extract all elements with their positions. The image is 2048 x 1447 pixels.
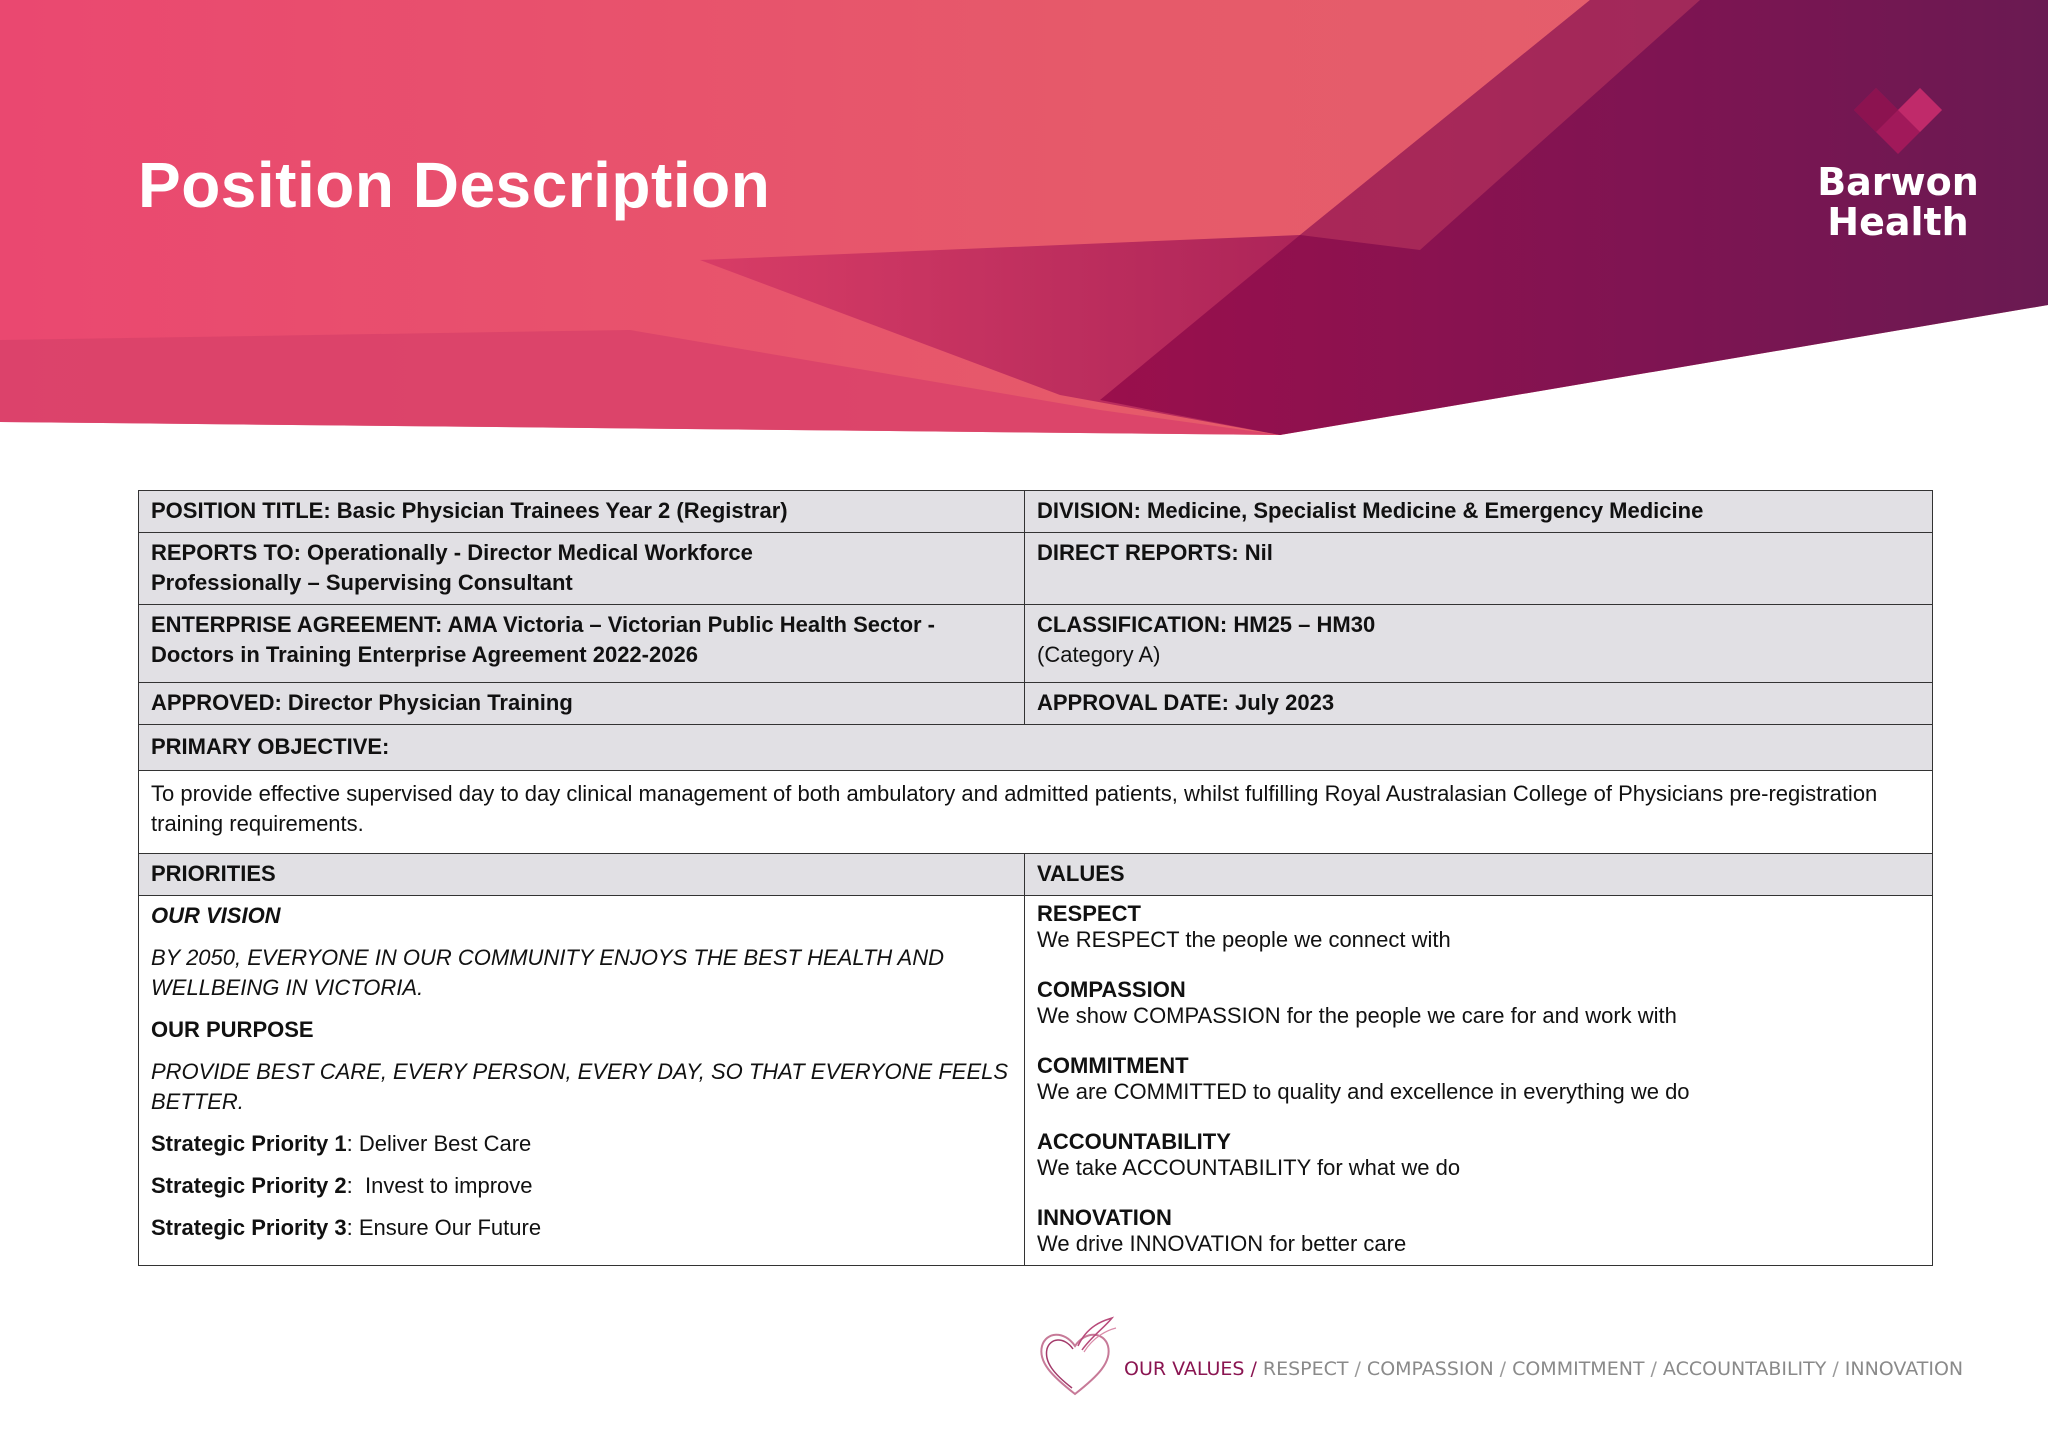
approval-date-cell: APPROVAL DATE: July 2023 bbox=[1025, 683, 1933, 725]
vision-label: OUR VISION bbox=[151, 903, 281, 928]
value-title: COMMITMENT bbox=[1037, 1053, 1189, 1078]
classification-cell bbox=[1025, 605, 1933, 683]
strategic-priority-3-text: : Ensure Our Future bbox=[346, 1215, 542, 1240]
logo-text-health: Health bbox=[1827, 200, 1969, 244]
primary-objective-label: PRIMARY OBJECTIVE: bbox=[139, 725, 1933, 771]
position-title-cell: POSITION TITLE: Basic Physician Trainees Year 2 (Registrar) bbox=[139, 491, 1025, 533]
value-accountability bbox=[1037, 1129, 1920, 1181]
direct-reports-cell: DIRECT REPORTS: Nil bbox=[1025, 533, 1933, 605]
value-title: COMPASSION bbox=[1037, 977, 1186, 1002]
priorities-header: PRIORITIES bbox=[139, 854, 1025, 896]
footer-value: RESPECT bbox=[1262, 1358, 1349, 1380]
footer-separator: / bbox=[1832, 1358, 1839, 1380]
approved-cell: APPROVED: Director Physician Training bbox=[139, 683, 1025, 725]
value-text: We drive INNOVATION for better care bbox=[1037, 1231, 1407, 1256]
division-cell: DIVISION: Medicine, Specialist Medicine & Emergency Medicine bbox=[1025, 491, 1933, 533]
position-table bbox=[138, 490, 1933, 1266]
enterprise-line2: Doctors in Training Enterprise Agreement 2022-2026 bbox=[151, 642, 698, 667]
strategic-priority-3-label: Strategic Priority 3 bbox=[151, 1215, 347, 1240]
enterprise-agreement-cell bbox=[139, 605, 1025, 683]
values-heart-icon bbox=[1032, 1316, 1118, 1406]
footer-separator: / bbox=[1499, 1358, 1507, 1380]
strategic-priority-2-label: Strategic Priority 2 bbox=[151, 1173, 347, 1198]
footer-value: COMMITMENT bbox=[1512, 1358, 1645, 1380]
value-compassion bbox=[1037, 977, 1920, 1029]
value-innovation bbox=[1037, 1205, 1920, 1257]
value-text: We take ACCOUNTABILITY for what we do bbox=[1037, 1155, 1461, 1180]
footer-our-values: OUR VALUES bbox=[1124, 1358, 1245, 1380]
classification-sub: (Category A) bbox=[1037, 642, 1161, 667]
value-text: We are COMMITTED to quality and excellence in everything we do bbox=[1037, 1079, 1690, 1104]
value-title: ACCOUNTABILITY bbox=[1037, 1129, 1231, 1154]
footer-separator: / bbox=[1354, 1358, 1361, 1380]
reports-to-cell bbox=[139, 533, 1025, 605]
strategic-priority-3 bbox=[151, 1213, 1012, 1243]
reports-to-line1: REPORTS TO: Operationally - Director Medical Workforce bbox=[151, 540, 753, 565]
strategic-priority-2-text: : Invest to improve bbox=[346, 1173, 533, 1198]
strategic-priority-2 bbox=[151, 1171, 1012, 1201]
page-title: Position Description bbox=[138, 149, 771, 221]
footer-separator: / bbox=[1650, 1358, 1657, 1380]
barwon-health-logo bbox=[1808, 80, 1988, 242]
heart-logo-icon bbox=[1850, 80, 1946, 156]
priorities-cell bbox=[139, 896, 1025, 1266]
value-respect bbox=[1037, 901, 1920, 953]
logo-text-barwon: Barwon bbox=[1817, 160, 1979, 204]
footer-separator: / bbox=[1250, 1358, 1257, 1380]
reports-to-line2: Professionally – Supervising Consultant bbox=[151, 570, 573, 595]
value-title: RESPECT bbox=[1037, 901, 1141, 926]
classification-text: CLASSIFICATION: HM25 – HM30 bbox=[1037, 612, 1376, 637]
value-title: INNOVATION bbox=[1037, 1205, 1172, 1230]
values-header: VALUES bbox=[1025, 854, 1933, 896]
strategic-priority-1 bbox=[151, 1129, 1012, 1159]
purpose-label: OUR PURPOSE bbox=[151, 1017, 314, 1042]
value-text: We RESPECT the people we connect with bbox=[1037, 927, 1451, 952]
strategic-priority-1-label: Strategic Priority 1 bbox=[151, 1131, 347, 1156]
values-cell bbox=[1025, 896, 1933, 1266]
enterprise-line1: ENTERPRISE AGREEMENT: AMA Victoria – Victorian Public Health Sector - bbox=[151, 612, 936, 637]
primary-objective-text: To provide effective supervised day to day clinical management of both ambulatory and admitted patients, whilst fulfilling Royal Australasian College of Physicians pre-registration training requirements. bbox=[139, 771, 1933, 854]
vision-text: BY 2050, EVERYONE IN OUR COMMUNITY ENJOYS THE BEST HEALTH AND WELLBEING IN VICTORIA. bbox=[151, 945, 944, 1000]
values-footer bbox=[1124, 1358, 1963, 1380]
strategic-priority-1-text: : Deliver Best Care bbox=[346, 1131, 532, 1156]
footer-value: INNOVATION bbox=[1844, 1358, 1964, 1380]
footer-value: ACCOUNTABILITY bbox=[1662, 1358, 1827, 1380]
value-text: We show COMPASSION for the people we care for and work with bbox=[1037, 1003, 1677, 1028]
value-commitment bbox=[1037, 1053, 1920, 1105]
purpose-text: PROVIDE BEST CARE, EVERY PERSON, EVERY DAY, SO THAT EVERYONE FEELS BETTER. bbox=[151, 1059, 1009, 1114]
footer-value: COMPASSION bbox=[1366, 1358, 1494, 1380]
